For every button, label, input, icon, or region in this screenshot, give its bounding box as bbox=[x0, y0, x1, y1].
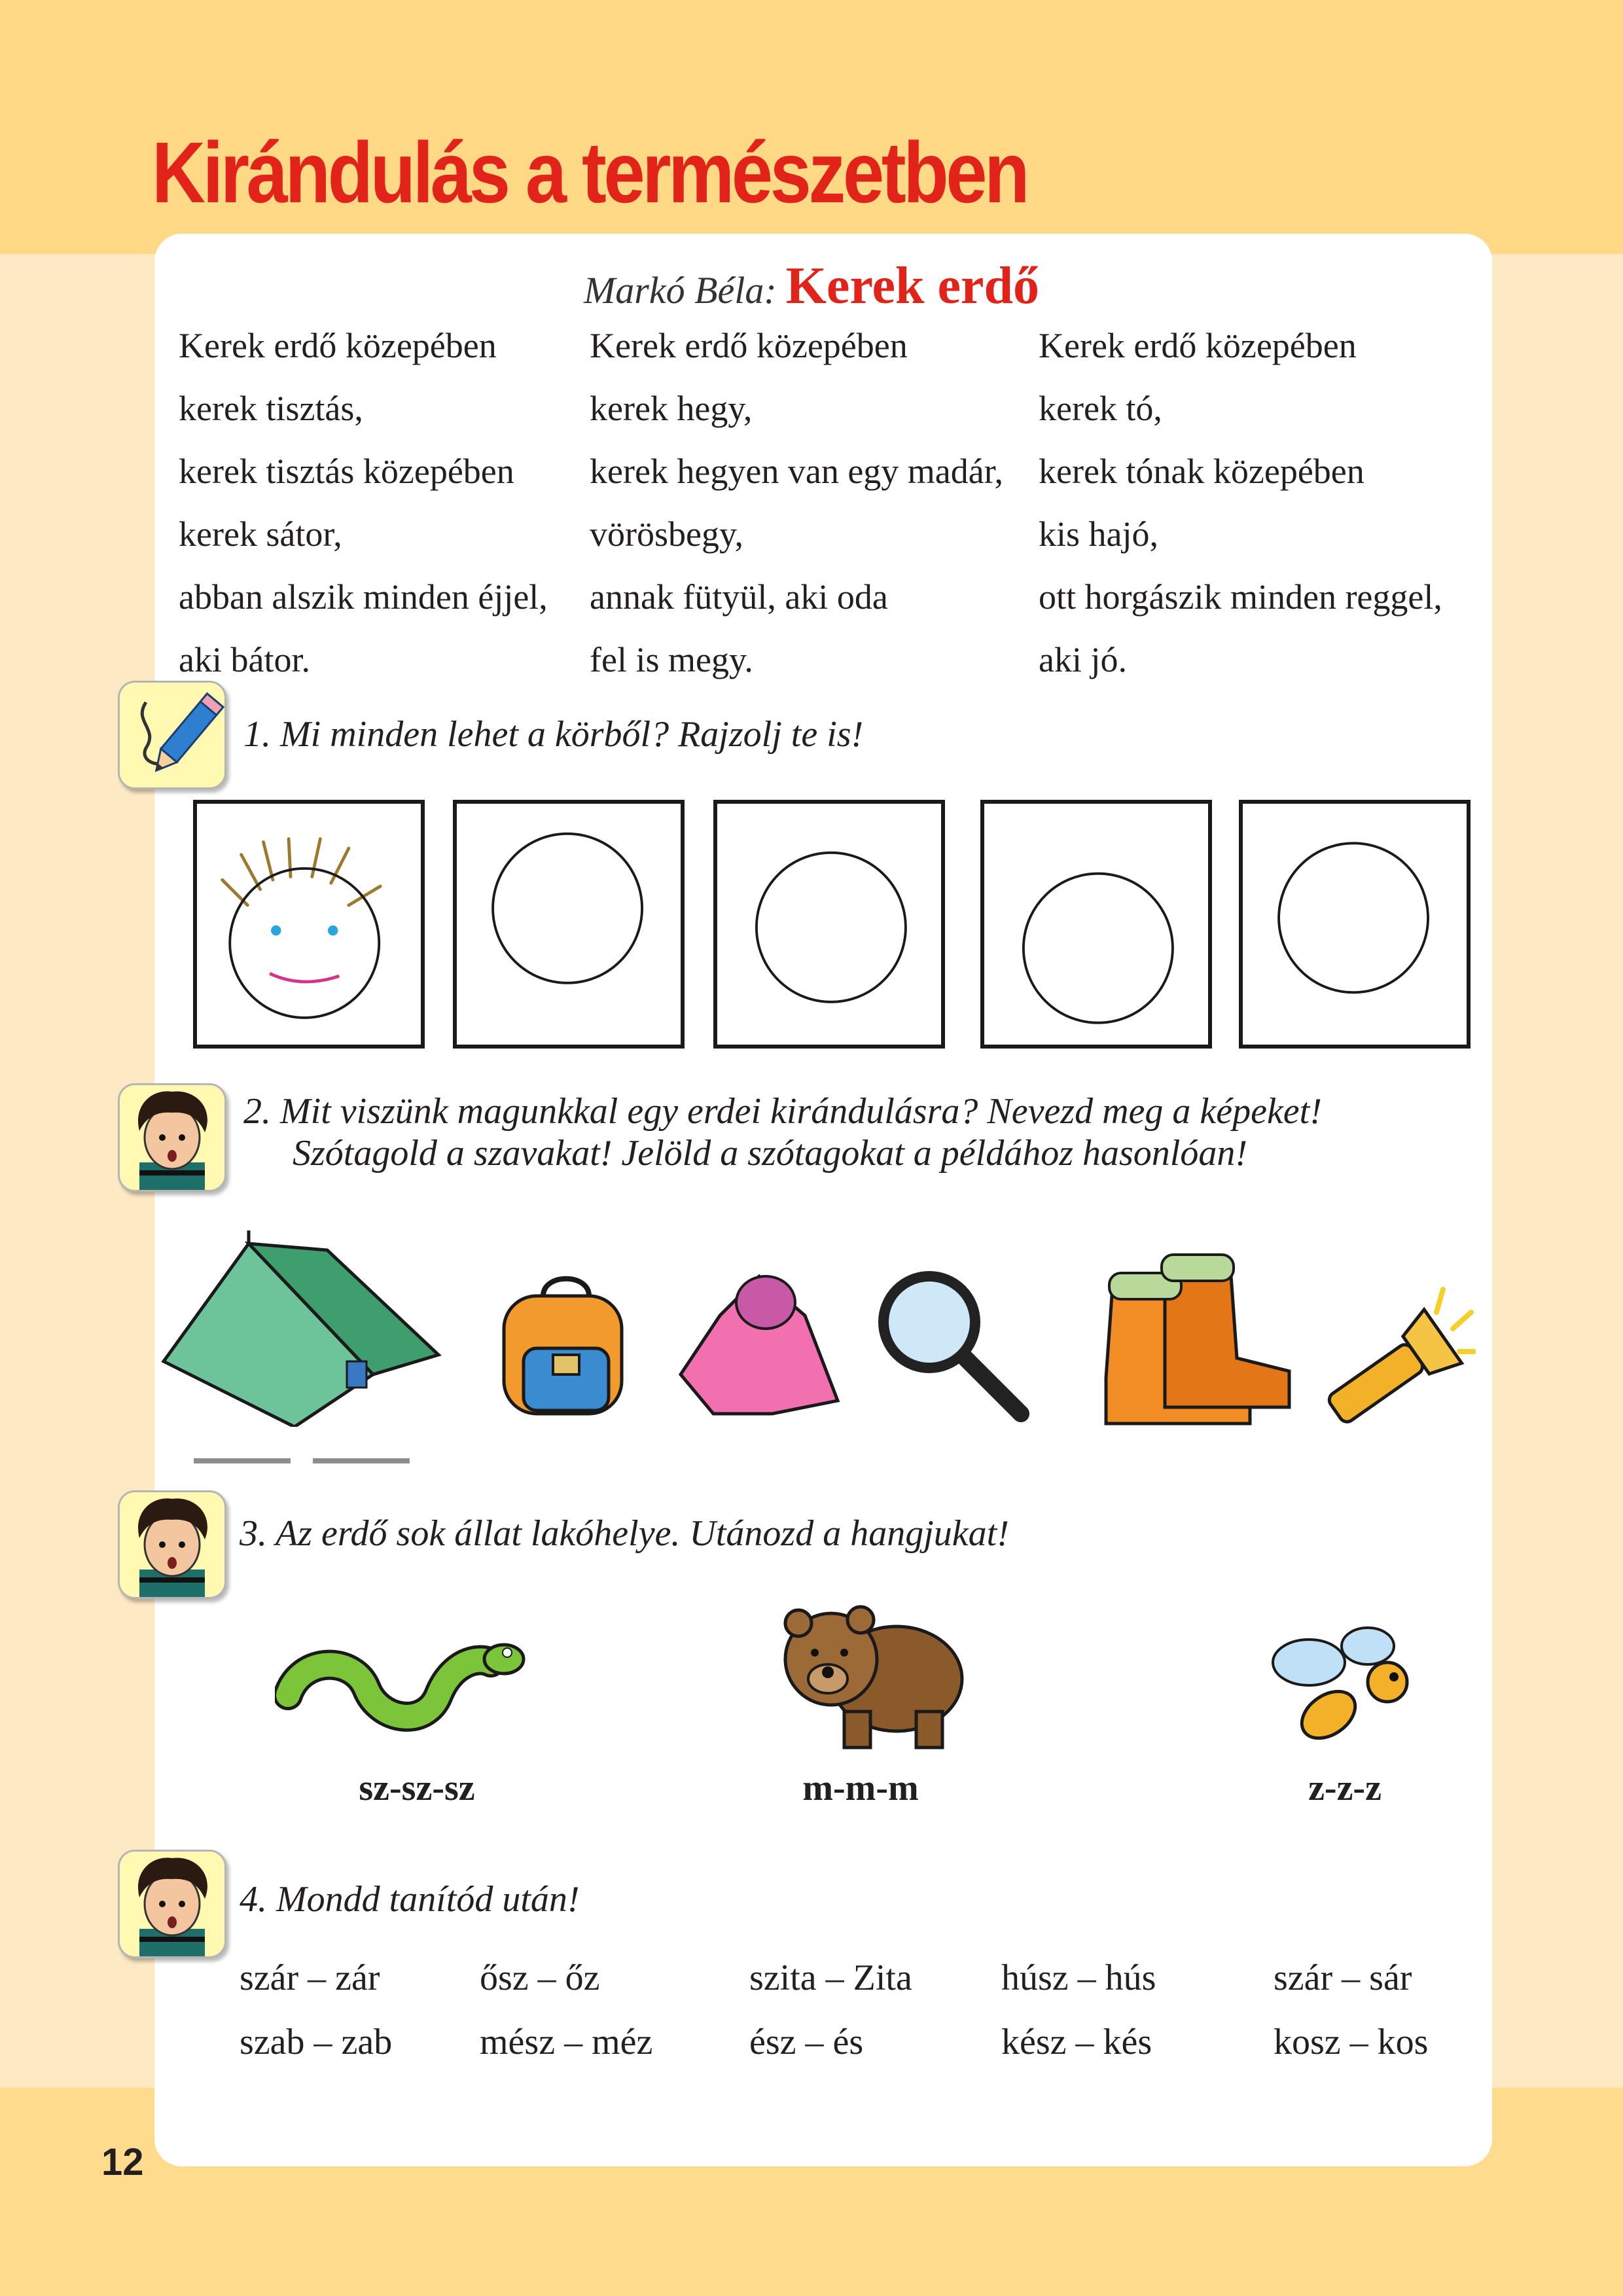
word-pair: kész – kés bbox=[1001, 2022, 1152, 2062]
backpack-image bbox=[484, 1270, 648, 1420]
raincoat-image bbox=[674, 1270, 844, 1420]
hiking-boots-image bbox=[1093, 1247, 1296, 1433]
circle-example-sun-face[interactable] bbox=[193, 800, 425, 1049]
task-2-instruction-line-1: 2. Mit viszünk magunkkal egy erdei kirándulásra? Nevezd meg a képeket! bbox=[243, 1091, 1322, 1132]
boy-face-icon bbox=[118, 1490, 226, 1599]
poem-line: kerek tó, bbox=[1039, 389, 1162, 428]
poem-line: Kerek erdő közepében bbox=[179, 326, 497, 365]
poem-line: fel is megy. bbox=[590, 640, 753, 679]
poem-stanza-1 bbox=[179, 321, 548, 698]
word-pair: kosz – kos bbox=[1274, 2022, 1429, 2062]
word-pair: ész – és bbox=[749, 2022, 864, 2062]
poem-line: kis hajó, bbox=[1039, 514, 1158, 554]
word-pair: szita – Zita bbox=[749, 1958, 912, 1998]
magnifying-glass-image bbox=[870, 1263, 1034, 1427]
word-pair: szár – zár bbox=[240, 1958, 380, 1998]
task-1-instruction: 1. Mi minden lehet a körből? Rajzolj te is! bbox=[243, 714, 864, 755]
boy-face-icon bbox=[118, 1850, 226, 1958]
poem-line: kerek tisztás, bbox=[179, 389, 363, 428]
poem-line: annak fütyül, aki oda bbox=[590, 577, 888, 617]
poem-heading bbox=[0, 257, 1623, 316]
boy-face-icon bbox=[118, 1083, 226, 1192]
bear-image bbox=[772, 1587, 969, 1751]
poem-line: kerek hegy, bbox=[590, 389, 753, 428]
empty-circle-box[interactable] bbox=[713, 800, 945, 1049]
poem-line: abban alszik minden éjjel, bbox=[179, 577, 548, 617]
wasp-sound: z-z-z bbox=[1308, 1768, 1382, 1808]
word-pair: mész – méz bbox=[480, 2022, 653, 2062]
snake-sound: sz-sz-sz bbox=[359, 1768, 475, 1808]
syllable-line bbox=[194, 1458, 291, 1463]
poem-line: Kerek erdő közepében bbox=[590, 326, 908, 365]
poem-line: aki jó. bbox=[1039, 640, 1127, 679]
word-pair: húsz – hús bbox=[1001, 1958, 1156, 1998]
empty-circle-box[interactable] bbox=[1239, 800, 1471, 1049]
poem-line: kerek tónak közepében bbox=[1039, 452, 1364, 491]
bear-sound: m-m-m bbox=[802, 1768, 919, 1808]
snake-image bbox=[275, 1617, 550, 1748]
poem-line: kerek tisztás közepében bbox=[179, 452, 514, 491]
poem-stanza-2 bbox=[590, 321, 1003, 698]
poem-line: ott horgászik minden reggel, bbox=[1039, 577, 1442, 617]
task-3-instruction: 3. Az erdő sok állat lakóhelye. Utánozd a hangjukat! bbox=[240, 1513, 1009, 1554]
poem-title: Kerek erdő bbox=[785, 257, 1040, 315]
wasp-image bbox=[1270, 1617, 1433, 1754]
word-pair: ősz – őz bbox=[480, 1958, 600, 1998]
flashlight-image bbox=[1302, 1286, 1476, 1437]
poem-line: kerek hegyen van egy madár, bbox=[590, 452, 1004, 491]
syllable-line bbox=[313, 1458, 410, 1463]
empty-circle-box[interactable] bbox=[453, 800, 685, 1049]
poem-line: vörösbegy, bbox=[590, 514, 743, 554]
poem-line: aki bátor. bbox=[179, 640, 310, 679]
page-number: 12 bbox=[101, 2141, 144, 2183]
poem-stanza-3 bbox=[1039, 321, 1442, 698]
word-pair: szab – zab bbox=[240, 2022, 393, 2062]
pencil-icon bbox=[118, 681, 226, 789]
task-4-instruction: 4. Mondd tanítód után! bbox=[240, 1879, 580, 1920]
empty-circle-box[interactable] bbox=[980, 800, 1212, 1049]
tent-image bbox=[157, 1230, 458, 1427]
poem-author: Markó Béla: bbox=[583, 269, 777, 312]
task-2-instruction-line-2: Szótagold a szavakat! Jelöld a szótagokat a példához hasonlóan! bbox=[293, 1133, 1248, 1174]
word-pair: szár – sár bbox=[1274, 1958, 1412, 1998]
page-title: Kirándulás a természetben bbox=[152, 124, 1027, 221]
poem-line: kerek sátor, bbox=[179, 514, 342, 554]
poem-line: Kerek erdő közepében bbox=[1039, 326, 1357, 365]
